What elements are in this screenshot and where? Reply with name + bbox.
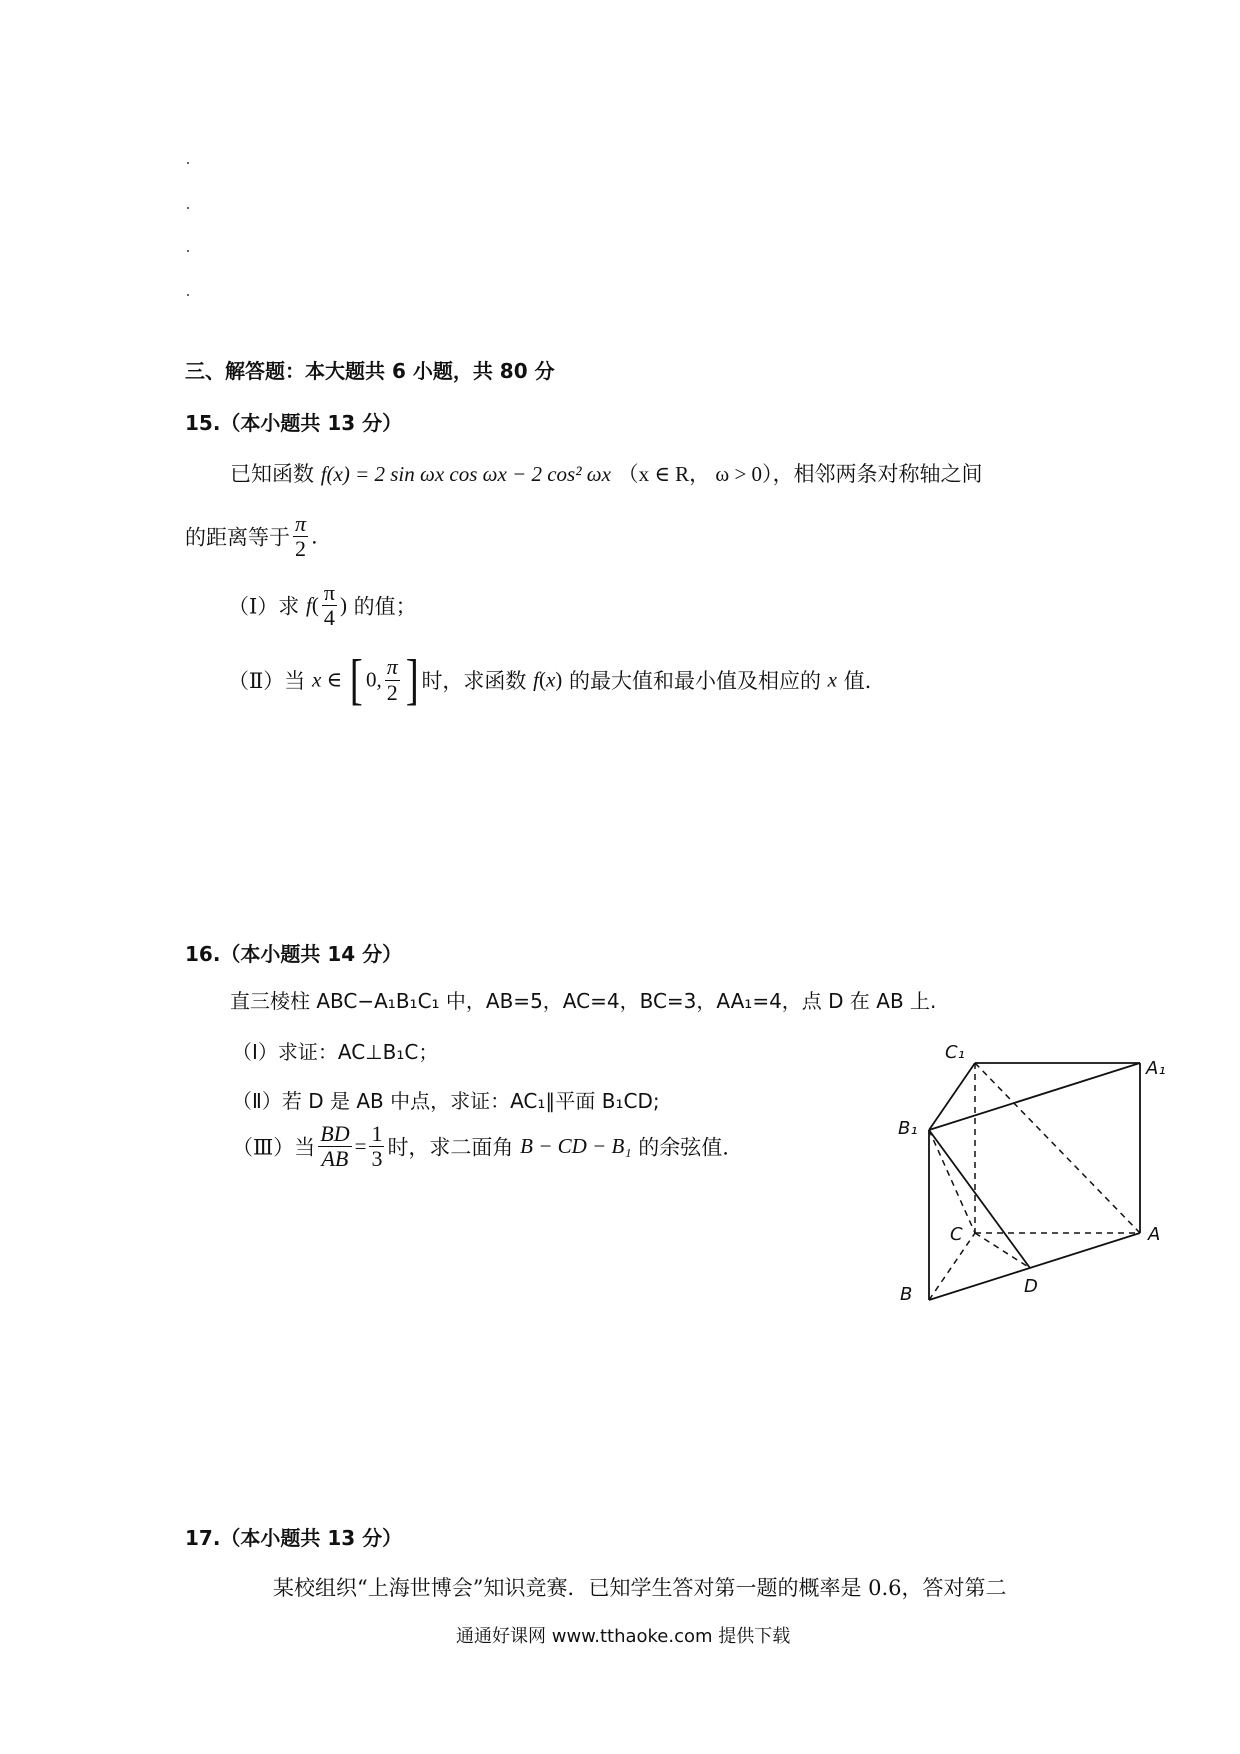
q15-part2-end: 值. bbox=[843, 669, 872, 693]
q16-part3-label: （Ⅲ）当 bbox=[232, 1135, 316, 1160]
q16-part3-end: 的余弦值. bbox=[638, 1135, 729, 1160]
label-c1: C₁ bbox=[945, 1042, 965, 1063]
edge-b-c bbox=[929, 1233, 975, 1300]
q15-formula: f(x) = 2 sin ωx cos ωx − 2 cos² ωx bbox=[320, 462, 611, 486]
q16-bd-over-ab: $\frac{BD}{AB}$ bbox=[320, 1121, 350, 1172]
q15-part2: （Ⅱ）当 x ∈ [ 0, $\frac{\pi}{2}$ ] 时，求函数 f(x) 的最大值和最小值及相应的 x 值. bbox=[228, 649, 872, 711]
margin-dot bbox=[187, 162, 189, 164]
footer-text: 通通好课网 www.tthaoke.com 提供下载 bbox=[456, 1626, 791, 1647]
edge-c1-a bbox=[975, 1063, 1140, 1233]
label-d: D bbox=[1024, 1276, 1038, 1297]
section-title: 三、解答题：本大题共 6 小题，共 80 分 bbox=[185, 359, 555, 383]
q15-header: 15.（本小题共 13 分） bbox=[185, 411, 403, 435]
q15-condition: （x ∈ R， ω > 0） bbox=[617, 462, 773, 486]
q16-header: 16.（本小题共 14 分） bbox=[185, 942, 403, 966]
label-a1: A₁ bbox=[1146, 1058, 1166, 1079]
q15-part2-mid: 时，求函数 bbox=[421, 669, 527, 693]
q15-part1-suffix: 的值； bbox=[353, 594, 417, 619]
q15-part2-suffix: 的最大值和最小值及相应的 bbox=[568, 669, 821, 693]
label-c: C bbox=[950, 1224, 963, 1245]
margin-dot bbox=[187, 250, 189, 252]
edge-b1-c bbox=[929, 1130, 975, 1233]
q15-stem-prefix: 已知函数 bbox=[230, 462, 314, 486]
q15-stem bbox=[230, 458, 983, 488]
q16-part2: （Ⅱ）若 D 是 AB 中点，求证：AC₁∥平面 B₁CD; bbox=[232, 1089, 660, 1113]
q15-part1-label: （Ⅰ）求 bbox=[228, 594, 300, 619]
q16-one-third: $\frac{1}{3}$ bbox=[371, 1121, 383, 1172]
label-b1: B₁ bbox=[898, 1118, 918, 1139]
q16-part3: （Ⅲ）当 $\frac{BD}{AB}$ = $\frac{1}{3}$ 时，求二面角 B − CD − B₁ 的余弦值. bbox=[232, 1121, 729, 1172]
q15-line2-prefix: 的距离等于 bbox=[185, 525, 290, 550]
q15-interval-pi-over-2: $\frac{\pi}{2}$ bbox=[386, 654, 398, 705]
q16-stem: 直三棱柱 ABC−A₁B₁C₁ 中，AB=5，AC=4，BC=3，AA₁=4，点 D 在 AB 上. bbox=[230, 989, 937, 1013]
margin-dot bbox=[187, 207, 189, 209]
edge-b1-d bbox=[929, 1130, 1030, 1268]
edge-b1-a1 bbox=[929, 1063, 1140, 1130]
label-a: A bbox=[1148, 1224, 1161, 1245]
q16-part1: （Ⅰ）求证：AC⊥B₁C； bbox=[232, 1040, 439, 1064]
q17-header: 17.（本小题共 13 分） bbox=[185, 1526, 403, 1550]
q15-pi-over-4: $\frac{\pi}{4}$ bbox=[323, 580, 335, 631]
q16-dihedral: B − CD − B₁ bbox=[520, 1134, 632, 1159]
q16-part3-mid: 时，求二面角 bbox=[387, 1135, 514, 1160]
q17-stem: 某校组织“上海世博会”知识竞赛．已知学生答对第一题的概率是 0.6，答对第二 bbox=[273, 1576, 1007, 1600]
edge-b-a bbox=[929, 1233, 1140, 1300]
q15-part2-label: （Ⅱ）当 bbox=[228, 669, 306, 693]
label-b: B bbox=[900, 1284, 913, 1305]
q15-part1: （Ⅰ）求 f( $\frac{\pi}{4}$ ) 的值； bbox=[228, 580, 417, 631]
q15-zero: 0, bbox=[366, 667, 382, 692]
q15-stem-suffix: ，相邻两条对称轴之间 bbox=[772, 462, 983, 486]
edge-c-d bbox=[975, 1233, 1030, 1268]
edge-b1-c1 bbox=[929, 1063, 975, 1130]
q15-line2: 的距离等于 $\frac{\pi}{2}$ . bbox=[185, 511, 318, 562]
q15-pi-over-2: $\frac{\pi}{2}$ bbox=[295, 511, 307, 562]
margin-dot bbox=[187, 294, 189, 296]
